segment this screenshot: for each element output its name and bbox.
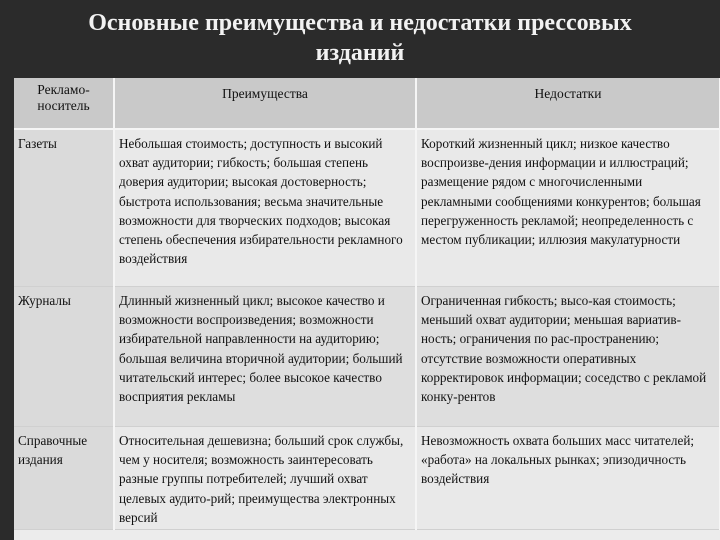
header-advantages: Преимущества [114,78,416,129]
row-disadvantages-reference: Невозможность охвата больших масс читателей; «работа» на локальных рынках; эпизодичность воздействия [416,427,720,530]
row-carrier-reference: Справочные издания [14,427,114,530]
row-disadvantages-magazines: Ограниченная гибкость; высо-кая стоимость; меньший охват аудитории; меньшая вариатив-ность; ограничения по рас-пространению; отсутствие возможности оперативных корректировок информации; соседство с рекламой конку-рентов [416,287,720,427]
row-carrier-magazines: Журналы [14,287,114,427]
row-disadvantages-newspapers: Короткий жизненный цикл; низкое качество воспроизве-дения информации и иллюстраций; размещение рядом с многочисленными рекламными сообщениями конкурентов; большая перегруженность рекламой; неопределенность с местом публикации; иллюзия макулатурности [416,129,720,287]
table-row [14,427,720,530]
slide-title-line-2: изданий [315,40,405,66]
slide-title [0,8,720,68]
comparison-table [14,78,720,540]
table-row [14,287,720,427]
header-carrier: Рекламо-носитель [14,78,114,129]
row-advantages-newspapers: Небольшая стоимость; доступность и высокий охват аудитории; гибкость; большая степень доверия аудитории; высокая достоверность; быстрота использования; весьма значительные возможности для творческих подходов; высокая степень обеспечения избирательности рекламного воздействия [114,129,416,287]
row-advantages-reference: Относительная дешевизна; больший срок службы, чем у носителя; возможность заинтересовать разные группы потребителей; лучший охват целевых аудито-рий; преимущества электронных версий [114,427,416,530]
table-row [14,129,720,287]
table-header-row [14,78,720,129]
row-advantages-magazines: Длинный жизненный цикл; высокое качество и возможности воспроизведения; возможности избирательной направленности на аудиторию; большая величина вторичной аудитории; больший читательский интерес; более высокое качество восприятия рекламы [114,287,416,427]
slide-title-line-1: Основные преимущества и недостатки прессовых [88,10,632,36]
header-disadvantages: Недостатки [416,78,720,129]
row-carrier-newspapers: Газеты [14,129,114,287]
